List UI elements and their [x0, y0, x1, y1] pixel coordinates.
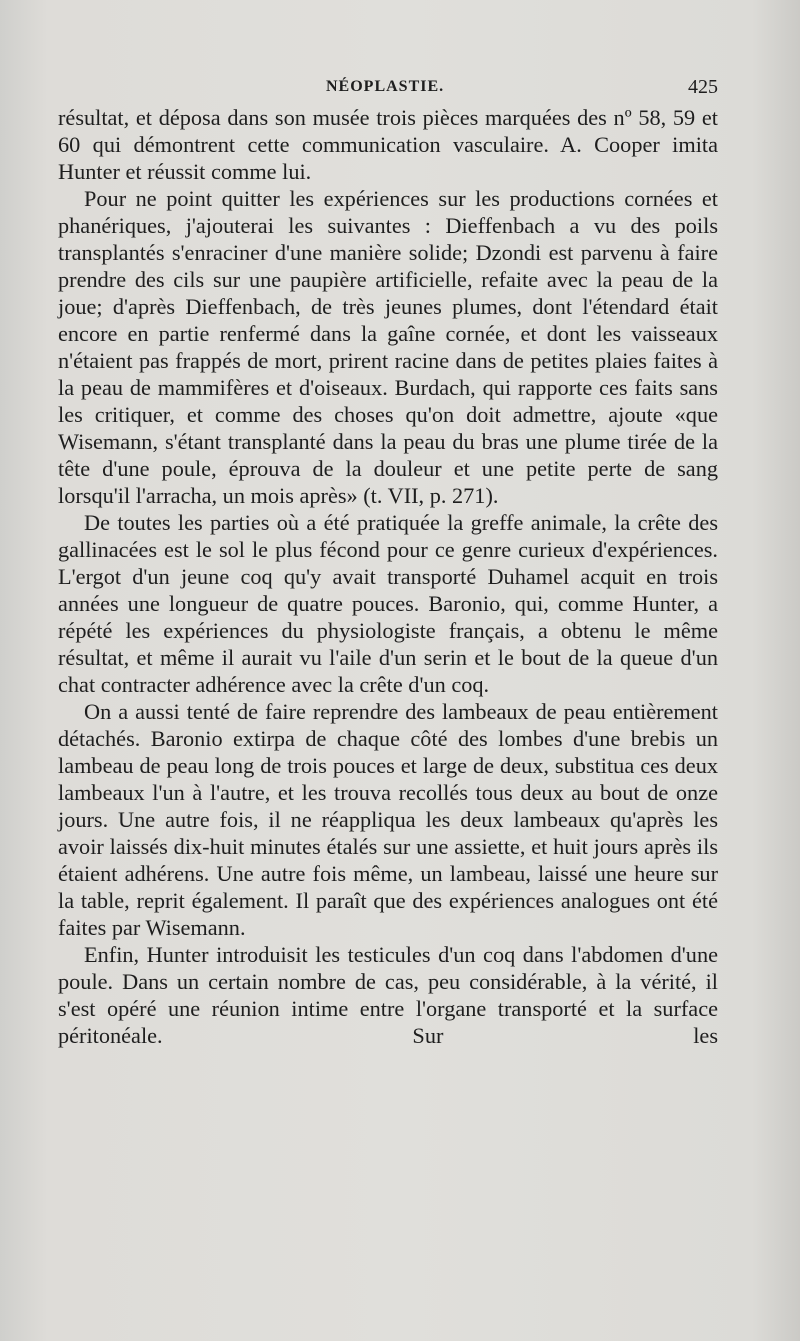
paragraph-3: De toutes les parties où a été pratiquée la greffe animale, la crête des gallinacées est le sol le plus fécond pour ce genre curieux d'expériences. L'ergot d'un jeune coq qu'y avait transporté Duhamel acquit en trois années une longueur de quatre pouces. Baronio, qui, comme Hunter, a répété les expériences du physiologiste français, a obtenu le même résultat, et même il aurait vu l'aile d'un serin et le bout de la queue d'un chat contracter adhérence avec la crête d'un coq. — [58, 510, 718, 697]
paragraph-2: Pour ne point quitter les expériences sur les productions cornées et phanériques, j'ajouterai les suivantes : Dieffenbach a vu des poils transplantés s'enraciner d'une manière solide; Dzondi est parvenu à faire prendre des cils sur une paupière artificielle, refaite avec la peau de la joue; d'après Dieffenbach, de très jeunes plumes, dont l'étendard était encore en partie renfermé dans la gaîne cornée, et dont les vaisseaux n'étaient pas frappés de mort, prirent racine dans de petites plaies faites à la peau de mammifères et d'oiseaux. Burdach, qui rapporte ces faits sans les critiquer, et comme des choses qu'on doit admettre, ajoute «que Wisemann, s'étant transplanté dans la peau du bras une plume tirée de la tête d'une poule, éprouva de la douleur et une petite perte de sang lorsqu'il l'arracha, un mois après» (t. VII, p. 271). — [58, 186, 718, 508]
text-block — [58, 74, 718, 1049]
page-number: 425 — [688, 76, 718, 98]
paragraph-1: résultat, et déposa dans son musée trois pièces marquées des nº 58, 59 et 60 qui démontrent cette communication vasculaire. A. Cooper imita Hunter et réussit comme lui. — [58, 105, 718, 184]
running-title: NÉOPLASTIE. — [326, 78, 445, 95]
running-head — [58, 74, 718, 104]
paragraph-5: Enfin, Hunter introduisit les testicules d'un coq dans l'abdomen d'une poule. Dans un certain nombre de cas, peu considérable, à la vérité, il s'est opéré une réunion intime entre l'organe transporté et la surface péritonéale. Sur les — [58, 942, 718, 1048]
paragraph-4: On a aussi tenté de faire reprendre des lambeaux de peau entièrement détachés. Baronio extirpa de chaque côté des lombes d'une brebis un lambeau de peau long de trois pouces et large de deux, substitua ces deux lambeaux l'un à l'autre, et les trouva recollés tous deux au bout de onze jours. Une autre fois, il ne réappliqua les deux lambeaux qu'après les avoir laissés dix-huit minutes étalés sur une assiette, et huit jours après ils étaient adhérens. Une autre fois même, un lambeau, laissé une heure sur la table, reprit également. Il paraît que des expériences analogues ont été faites par Wisemann. — [58, 699, 718, 940]
